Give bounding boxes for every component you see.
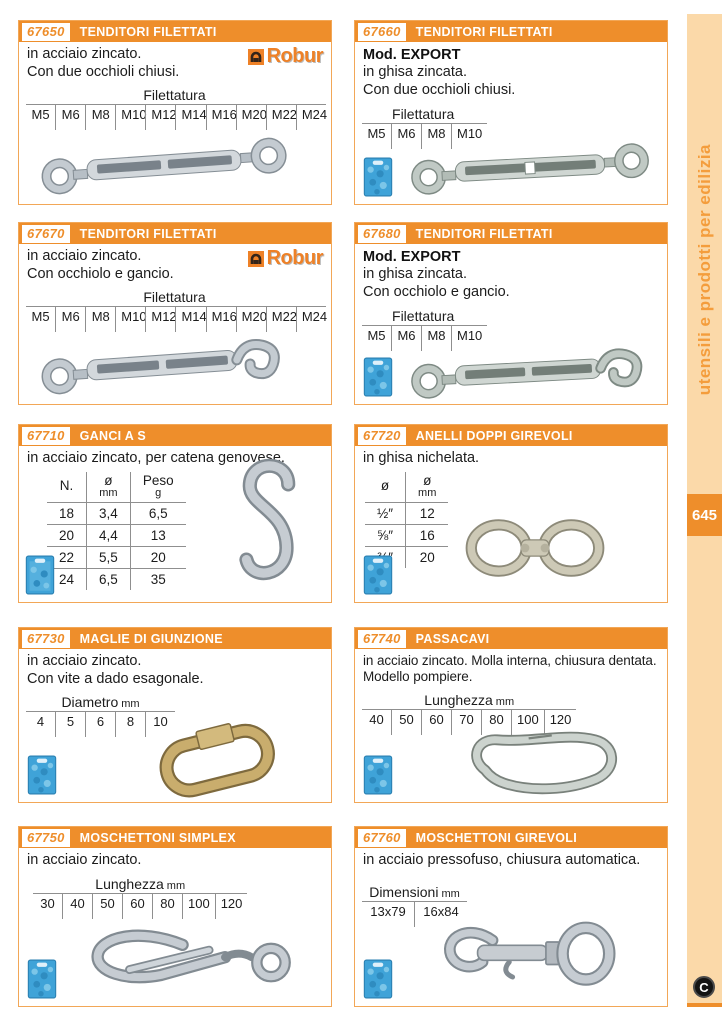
blue-bag-icon — [27, 755, 57, 795]
product-cell-67760 — [354, 826, 668, 1007]
product-header — [355, 628, 667, 649]
spec-table: Filettatura M5 M6 M8 M10 — [362, 308, 487, 351]
product-title: ANELLI DOPPI GIREVOLI — [415, 428, 573, 443]
product-code: 67710 — [22, 427, 70, 445]
turnbuckle-two-eyes-image — [401, 137, 659, 199]
s-hook-image — [231, 451, 307, 593]
double-swivel-ring-image — [460, 513, 610, 583]
robur-logo — [248, 45, 323, 68]
product-description: in acciaio zincato. Con occhiolo e gancio. — [27, 248, 174, 282]
spec-table: Lunghezza mm 30 40 50 60 80 100 120 — [33, 876, 247, 919]
product-cell-67720 — [354, 424, 668, 603]
blue-bag-icon — [363, 555, 393, 595]
product-code: 67670 — [22, 225, 70, 243]
product-title: GANCI A S — [79, 428, 147, 443]
product-title: MOSCHETTONI GIREVOLI — [415, 830, 577, 845]
product-code: 67660 — [358, 23, 406, 41]
robur-wordmark: Robur — [266, 247, 323, 269]
turnbuckle-eye-hook-image — [401, 341, 659, 403]
product-description: in acciaio zincato. — [27, 852, 142, 868]
product-header — [355, 827, 667, 848]
turnbuckle-two-eyes-image — [33, 133, 295, 197]
product-description: in acciaio zincato. Con vite a dado esagonale. — [27, 653, 204, 687]
quick-link-image — [131, 710, 301, 802]
spec-table: Filettatura M5 M6 M8 M10 — [362, 106, 487, 149]
blue-bag-icon — [363, 959, 393, 999]
product-code: 67680 — [358, 225, 406, 243]
table-row: 24 6,5 35 — [47, 568, 186, 590]
snap-hook-simplex-image — [75, 913, 299, 997]
product-title: PASSACAVI — [415, 631, 490, 646]
table-row: 18 3,4 6,5 — [47, 502, 186, 524]
product-header — [19, 21, 331, 42]
product-code: 67730 — [22, 630, 70, 648]
blue-bag-icon — [27, 959, 57, 999]
page-number-badge: 645 — [687, 494, 722, 536]
sidebar-vertical-text: utensili e prodotti per edilizia — [694, 144, 714, 396]
blue-bag-icon — [363, 357, 393, 397]
product-header — [355, 21, 667, 42]
blue-bag-icon — [363, 157, 393, 197]
product-header — [19, 223, 331, 244]
product-cell-67670 — [18, 222, 332, 405]
product-title: TENDITORI FILETTATI — [79, 226, 217, 241]
product-header — [19, 628, 331, 649]
spec-table: Lunghezza mm 40 50 60 70 80 100 120 — [362, 692, 576, 735]
blue-bag-icon — [25, 555, 55, 595]
product-header — [19, 827, 331, 848]
product-title: MAGLIE DI GIUNZIONE — [79, 631, 223, 646]
product-code: 67740 — [358, 630, 406, 648]
product-title: TENDITORI FILETTATI — [79, 24, 217, 39]
product-description: in ghisa nichelata. — [363, 450, 480, 466]
spec-table: Filettatura M5 M6 M8 M10 M12 M14 M16 M20 M22 M24 — [26, 87, 326, 130]
publisher-logo: C — [693, 976, 715, 998]
product-header — [19, 425, 331, 446]
product-description: in acciaio pressofuso, chiusura automatica. — [363, 852, 641, 868]
product-model: Mod. EXPORT — [363, 47, 461, 63]
product-cell-67740 — [354, 627, 668, 803]
spec-table: Filettatura M5 M6 M8 M10 M12 M14 M16 M20 M22 M24 — [26, 289, 326, 332]
table-row: ½″ 12 — [365, 502, 448, 524]
product-header — [355, 223, 667, 244]
product-description: in acciaio zincato. Con due occhioli chiusi. — [27, 46, 180, 80]
product-code: 67750 — [22, 829, 70, 847]
product-cell-67750 — [18, 826, 332, 1007]
table-row: ⅝″ 16 — [365, 524, 448, 546]
robur-icon — [248, 251, 264, 267]
product-cell-67710 — [18, 424, 332, 603]
turnbuckle-eye-hook-image — [33, 333, 295, 397]
robur-wordmark: Robur — [266, 45, 323, 67]
size-table: ø ø mm ½″ 12 ⅝″ 16 20 — [365, 472, 448, 568]
product-code: 67720 — [358, 427, 406, 445]
blue-bag-icon — [363, 755, 393, 795]
product-description: in acciaio zincato. Molla interna, chiusura dentata. Modello pompiere. — [363, 653, 657, 685]
carabiner-image — [451, 708, 641, 802]
product-code: 67650 — [22, 23, 70, 41]
product-title: TENDITORI FILETTATI — [415, 226, 553, 241]
spec-table: Dimensioni mm 13x79 16x84 — [362, 884, 467, 927]
product-description: in ghisa zincata. Con occhiolo e gancio. — [363, 266, 510, 301]
product-title: TENDITORI FILETTATI — [415, 24, 553, 39]
product-model: Mod. EXPORT — [363, 249, 461, 265]
product-description: in ghisa zincata. Con due occhioli chiusi. — [363, 64, 516, 99]
product-cell-67730 — [18, 627, 332, 803]
table-row: 20 — [365, 546, 448, 568]
product-title: MOSCHETTONI SIMPLEX — [79, 830, 236, 845]
table-row: 22 5,5 20 — [47, 546, 186, 568]
product-code: 67760 — [358, 829, 406, 847]
product-cell-67680 — [354, 222, 668, 405]
product-cell-67660 — [354, 20, 668, 205]
product-description: in acciaio zincato, per catena genovese. — [27, 450, 285, 466]
table-row: 20 4,4 13 — [47, 524, 186, 546]
product-header — [355, 425, 667, 446]
size-weight-table: N. ø mm Peso g 18 3,4 6,5 20 4,4 13 22 5,5 20 24 6,5 35 — [47, 472, 186, 590]
robur-logo — [248, 247, 323, 270]
spec-table: Diametro mm 4 5 6 8 10 — [26, 694, 175, 737]
product-cell-67650 — [18, 20, 332, 205]
page-sidebar — [687, 14, 722, 1007]
bolt-snap-swivel-image — [417, 907, 629, 1007]
robur-icon — [248, 49, 264, 65]
